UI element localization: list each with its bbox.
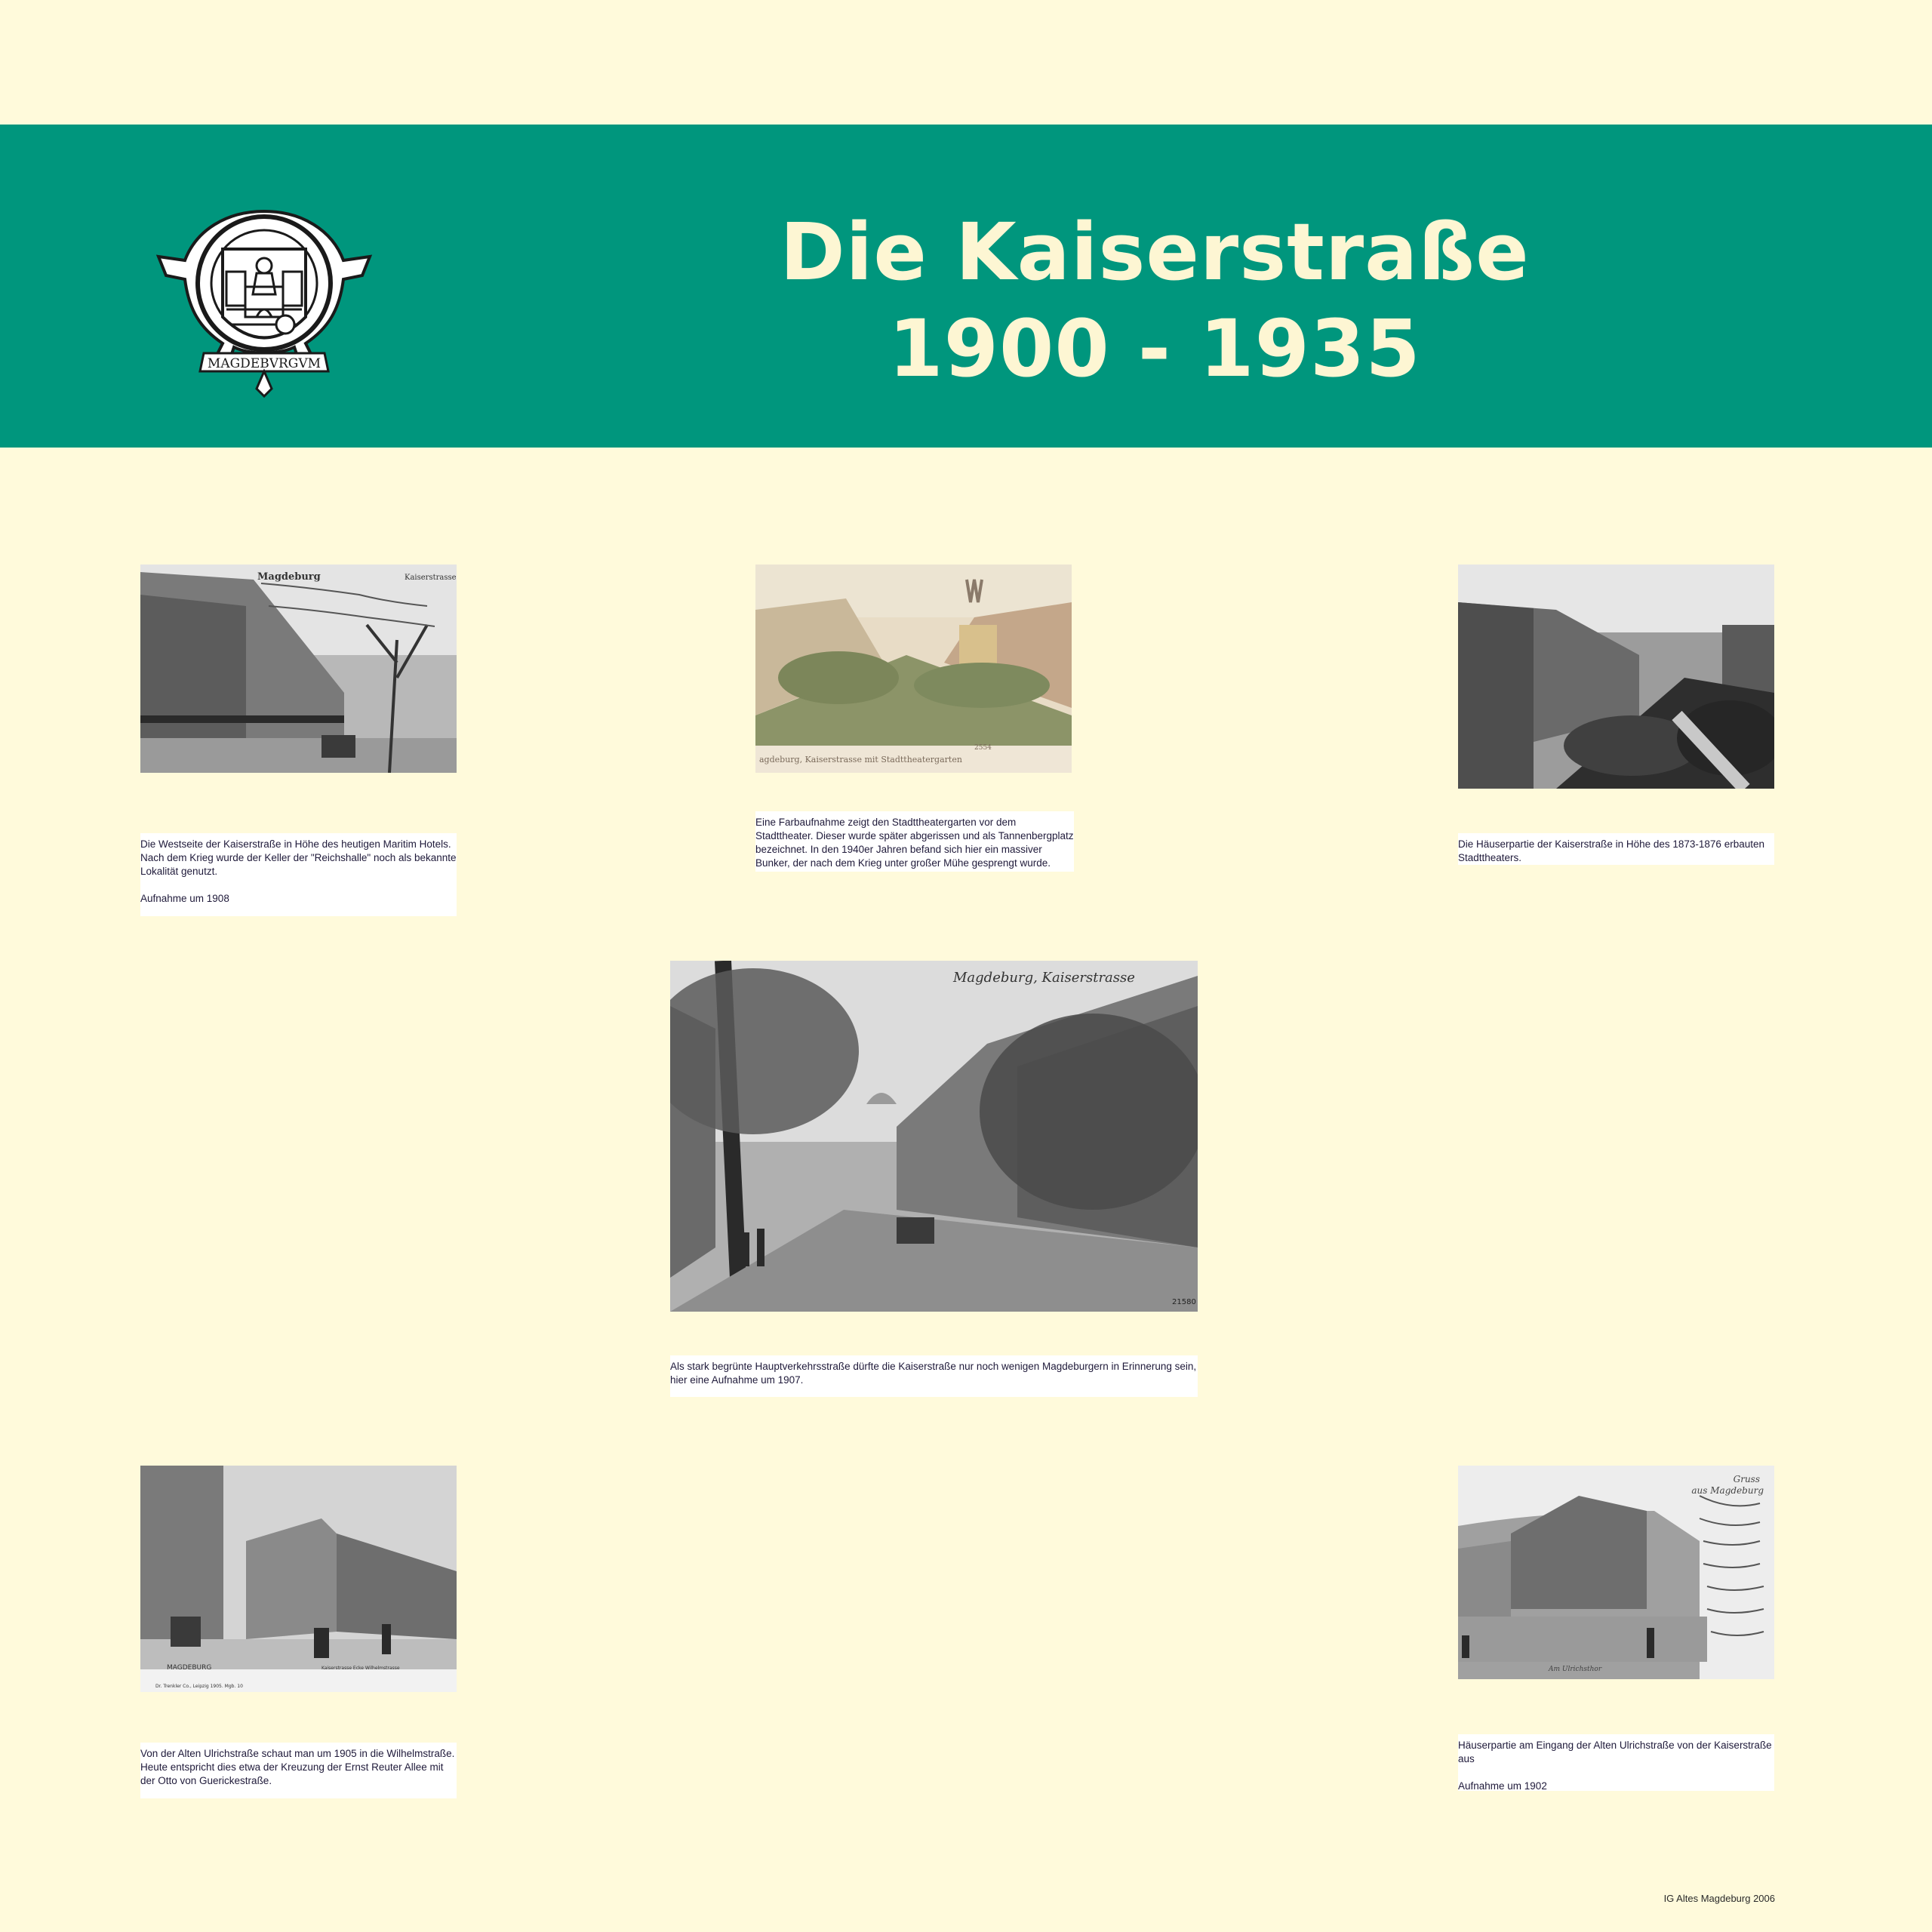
caption-date: Aufnahme um 1902 [1458, 1780, 1547, 1792]
postcard-text: Am Ulrichsthor [1549, 1666, 1602, 1673]
postcard-photo-hauptverkehrsstrasse [670, 961, 1198, 1312]
postcard-photo-westseite [140, 565, 457, 773]
caption-text: Häuserpartie am Eingang der Alten Ulrichstraße von der Kaiserstraße aus [1458, 1740, 1772, 1764]
page-title [679, 204, 1630, 397]
postcard-photo-wilhelmstrasse [140, 1466, 457, 1692]
postcard-text: Dr. Trenkler Co., Leipzig 1905. Mgb. 10 [155, 1684, 243, 1689]
caption-text: Von der Alten Ulrichstraße schaut man um 1905 in die Wilhelmstraße. Heute entspricht dies etwa der Kreuzung der Ernst Reuter Allee mit der Otto von Guerickestraße. [140, 1748, 455, 1786]
caption-ulrichsthor [1458, 1734, 1774, 1791]
postcard-text: 21580 [1172, 1298, 1196, 1306]
postcard-photo-haeuserpartie-stadttheater [1458, 565, 1774, 789]
seal-text: MAGDEBVRGVM [207, 356, 321, 371]
caption-hauptverkehrsstrasse [670, 1355, 1198, 1397]
caption-text: Als stark begrünte Hauptverkehrsstraße dürfte die Kaiserstraße nur noch wenigen Magdeburgern in Erinnerung sein, hier eine Aufnahme um 1907. [670, 1361, 1197, 1386]
postcard-text: Magdeburg [257, 571, 321, 583]
postcard-text: aus Magdeburg [1691, 1485, 1764, 1496]
magdeburg-seal-logo [151, 196, 377, 400]
title-line-1: Die Kaiserstraße [780, 206, 1530, 298]
postcard-text: Kaiserstrasse [405, 574, 457, 582]
postcard-text: Gruss [1733, 1474, 1760, 1484]
postcard-text: 2554 [974, 744, 992, 752]
title-line-2: 1900 - 1935 [888, 303, 1421, 395]
caption-wilhelmstrasse [140, 1743, 457, 1798]
postcard-text: agdeburg, Kaiserstrasse mit Stadttheatergarten [759, 755, 962, 764]
caption-text: Die Westseite der Kaiserstraße in Höhe des heutigen Maritim Hotels. Nach dem Krieg wurde der Keller der "Reichshalle" noch als bekannte Lokalität genutzt. [140, 838, 457, 877]
caption-haeuserpartie-stadttheater [1458, 833, 1774, 865]
postcard-text: MAGDEBURG [167, 1664, 212, 1672]
postcard-text: Kaiserstrasse Ecke Wilhelmstrasse [321, 1666, 400, 1671]
postcard-photo-stadttheatergarten [755, 565, 1072, 773]
caption-text: Eine Farbaufnahme zeigt den Stadttheatergarten vor dem Stadttheater. Dieser wurde später abgerissen und als Tannenbergplatz bezeichnet. In den 1940er Jahren befand sich hier ein massiver Bunker, der nach dem Krieg unter großer Mühe gesprengt wurde. [755, 817, 1074, 869]
caption-westseite [140, 833, 457, 916]
caption-stadttheatergarten [755, 811, 1074, 872]
footer-credit: IG Altes Magdeburg 2006 [1663, 1893, 1775, 1904]
postcard-photo-ulrichsthor [1458, 1466, 1774, 1679]
postcard-text: Magdeburg, Kaiserstrasse [953, 970, 1135, 986]
caption-text: Die Häuserpartie der Kaiserstraße in Höhe des 1873-1876 erbauten Stadttheaters. [1458, 838, 1764, 863]
caption-date: Aufnahme um 1908 [140, 893, 229, 904]
